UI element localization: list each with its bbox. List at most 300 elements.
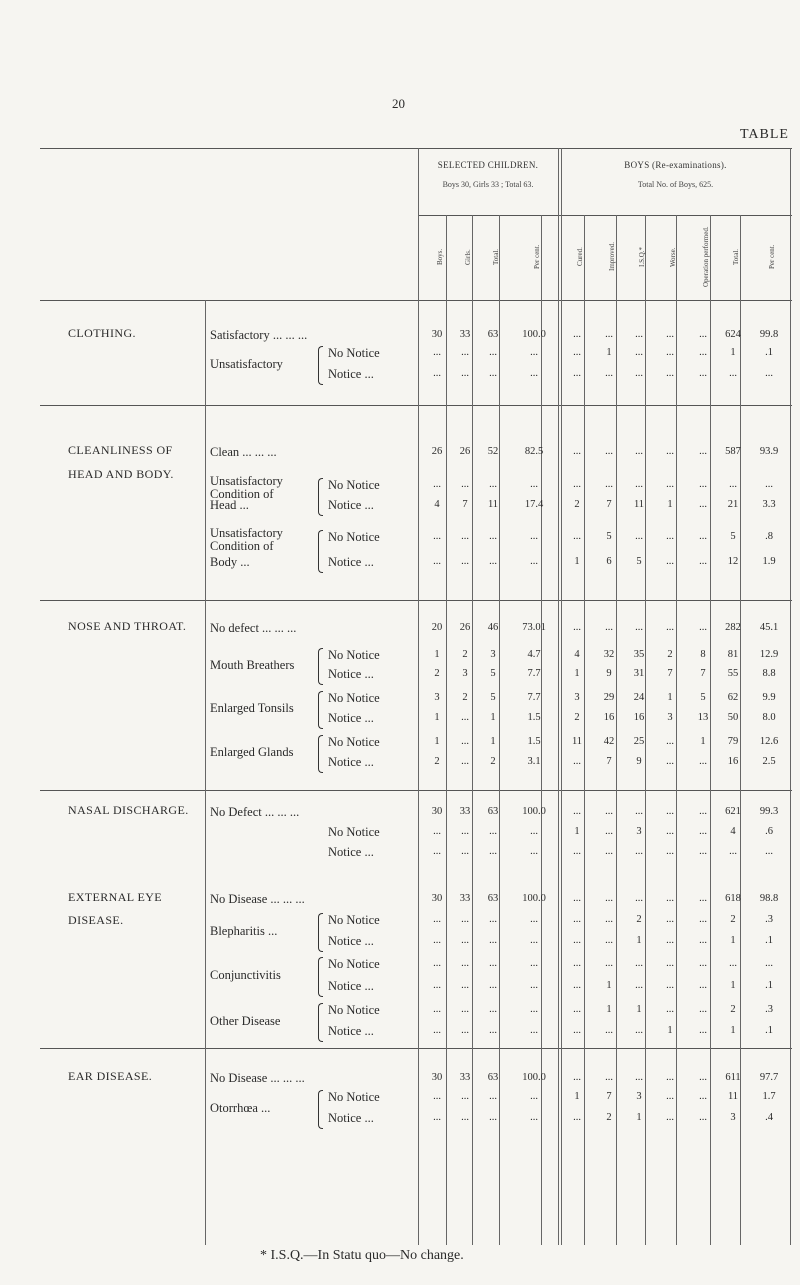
- table-cell: ...: [765, 958, 773, 969]
- table-cell: ...: [605, 622, 613, 633]
- rule-line: [40, 600, 792, 601]
- table-cell: ...: [461, 531, 469, 542]
- row-label: No Notice: [328, 478, 380, 492]
- table-cell: ...: [573, 347, 581, 358]
- table-cell: ...: [530, 958, 538, 969]
- column-header: Total.: [732, 248, 740, 266]
- table-cell: ...: [635, 958, 643, 969]
- table-cell: ...: [573, 368, 581, 379]
- table-cell: 5: [730, 531, 736, 542]
- table-cell: ...: [729, 479, 737, 490]
- row-label: No Notice: [328, 1003, 380, 1017]
- table-cell: ...: [635, 893, 643, 904]
- group-label: Blepharitis ...: [210, 923, 278, 938]
- table-cell: ...: [530, 1091, 538, 1102]
- table-cell: 1.7: [762, 1091, 776, 1102]
- selected-header-subtitle: Boys 30, Girls 33 ; Total 63.: [442, 180, 534, 189]
- table-cell: 1: [490, 736, 496, 747]
- table-cell: 63: [487, 806, 499, 817]
- table-cell: 7.7: [527, 668, 541, 679]
- boys-header-title: BOYS (Re-examinations).: [624, 160, 727, 170]
- table-cell: 3: [434, 692, 440, 703]
- table-cell: ...: [573, 1072, 581, 1083]
- section-title: NOSE AND THROAT.: [68, 619, 187, 633]
- table-cell: ...: [573, 846, 581, 857]
- table-cell: ...: [699, 1091, 707, 1102]
- table-cell: 5: [606, 531, 612, 542]
- table-cell: 33: [459, 893, 471, 904]
- table-cell: 9.9: [762, 692, 776, 703]
- table-cell: 52: [487, 446, 499, 457]
- footnote: * I.S.Q.—In Statu quo—No change.: [260, 1248, 464, 1263]
- table-cell: ...: [530, 368, 538, 379]
- table-cell: ...: [461, 368, 469, 379]
- table-cell: ...: [461, 958, 469, 969]
- table-cell: 81: [727, 649, 739, 660]
- table-cell: 63: [487, 893, 499, 904]
- table-cell: ...: [605, 914, 613, 925]
- table-cell: ...: [666, 531, 674, 542]
- table-cell: ...: [635, 531, 643, 542]
- table-cell: ...: [433, 479, 441, 490]
- row-label: No Notice: [328, 825, 380, 839]
- table-cell: 2: [434, 668, 440, 679]
- table-cell: 9: [606, 668, 612, 679]
- table-cell: ...: [666, 347, 674, 358]
- table-cell: ...: [605, 826, 613, 837]
- table-cell: 12.9: [759, 649, 779, 660]
- rule-line: [40, 790, 792, 791]
- group-label: Condition of: [210, 539, 274, 553]
- table-cell: ...: [489, 935, 497, 946]
- table-cell: 1.9: [762, 556, 776, 567]
- table-cell: 3: [574, 692, 580, 703]
- table-cell: 11: [487, 499, 499, 510]
- table-cell: 1: [434, 649, 440, 660]
- table-cell: ...: [605, 446, 613, 457]
- table-cell: ...: [666, 368, 674, 379]
- table-cell: 4: [730, 826, 736, 837]
- rule-line: [418, 215, 792, 216]
- table-cell: 3.1: [527, 756, 541, 767]
- section-title: EAR DISEASE.: [68, 1069, 153, 1083]
- table-cell: ...: [699, 893, 707, 904]
- table-cell: .4: [765, 1112, 773, 1123]
- brace-glyph: [318, 1090, 323, 1129]
- row-label: No Notice: [328, 735, 380, 749]
- row-label: No Notice: [328, 346, 380, 360]
- table-cell: ...: [765, 479, 773, 490]
- table-cell: ...: [699, 846, 707, 857]
- table-cell: ...: [729, 958, 737, 969]
- table-cell: 1: [730, 935, 736, 946]
- table-cell: 1: [574, 668, 580, 679]
- table-cell: ...: [635, 806, 643, 817]
- rule-line: [790, 148, 791, 1245]
- table-cell: ...: [666, 1091, 674, 1102]
- table-cell: 3: [730, 1112, 736, 1123]
- table-cell: ...: [605, 1025, 613, 1036]
- brace-glyph: [318, 735, 323, 773]
- table-cell: ...: [635, 446, 643, 457]
- table-cell: ...: [635, 846, 643, 857]
- table-cell: 98.8: [759, 893, 779, 904]
- table-cell: 1: [667, 692, 673, 703]
- column-header: Boys.: [436, 248, 444, 266]
- table-cell: 7: [606, 756, 612, 767]
- row-label: No Notice: [328, 648, 380, 662]
- table-cell: ...: [666, 1004, 674, 1015]
- brace-glyph: [318, 530, 323, 573]
- column-header: Total.: [492, 248, 500, 266]
- table-cell: 2: [667, 649, 673, 660]
- section-title: CLEANLINESS OF: [68, 443, 173, 457]
- table-cell: 11: [727, 1091, 739, 1102]
- table-cell: 3: [636, 826, 642, 837]
- table-cell: ...: [605, 368, 613, 379]
- table-cell: ...: [635, 479, 643, 490]
- table-cell: 4: [434, 499, 440, 510]
- table-cell: 24: [633, 692, 645, 703]
- table-cell: 1: [700, 736, 706, 747]
- table-cell: ...: [573, 329, 581, 340]
- table-cell: ...: [530, 556, 538, 567]
- table-cell: ...: [433, 1025, 441, 1036]
- section-title: EXTERNAL EYE: [68, 890, 163, 904]
- table-cell: ...: [729, 368, 737, 379]
- table-cell: ...: [666, 556, 674, 567]
- row-label: Notice ...: [328, 711, 374, 725]
- table-cell: ...: [530, 1004, 538, 1015]
- table-cell: ...: [666, 893, 674, 904]
- table-cell: 73.01: [522, 622, 546, 633]
- row-label: Clean ... ... ...: [210, 445, 277, 459]
- table-cell: ...: [699, 958, 707, 969]
- group-label: Unsatisfactory: [210, 474, 283, 488]
- table-cell: ...: [699, 1004, 707, 1015]
- table-cell: ...: [573, 1112, 581, 1123]
- row-label: Notice ...: [328, 979, 374, 993]
- table-cell: ...: [461, 712, 469, 723]
- row-label: Notice ...: [328, 1024, 374, 1038]
- table-cell: 2: [434, 756, 440, 767]
- table-cell: 5: [700, 692, 706, 703]
- rule-line: [40, 1048, 792, 1049]
- table-cell: ...: [489, 958, 497, 969]
- table-cell: ...: [530, 826, 538, 837]
- table-cell: ...: [530, 479, 538, 490]
- section-title: CLOTHING.: [68, 326, 136, 340]
- table-cell: ...: [605, 935, 613, 946]
- section-title: NASAL DISCHARGE.: [68, 803, 189, 817]
- table-cell: ...: [573, 958, 581, 969]
- table-cell: 33: [459, 329, 471, 340]
- column-header: Improved.: [608, 242, 616, 272]
- table-cell: ...: [461, 826, 469, 837]
- table-cell: .3: [765, 1004, 773, 1015]
- table-cell: .6: [765, 826, 773, 837]
- table-cell: ...: [461, 756, 469, 767]
- table-cell: .1: [765, 1025, 773, 1036]
- table-cell: 3.3: [762, 499, 776, 510]
- table-cell: ...: [530, 531, 538, 542]
- table-cell: ...: [699, 329, 707, 340]
- table-cell: 2: [730, 1004, 736, 1015]
- table-cell: 45.1: [759, 622, 779, 633]
- table-cell: 1: [434, 736, 440, 747]
- table-cell: 100.0: [522, 329, 546, 340]
- table-cell: 82.5: [524, 446, 544, 457]
- table-cell: 100.0: [522, 806, 546, 817]
- table-cell: ...: [605, 1072, 613, 1083]
- table-cell: ...: [461, 1004, 469, 1015]
- table-cell: ...: [433, 1091, 441, 1102]
- table-cell: ...: [433, 958, 441, 969]
- row-label: No Disease ... ... ...: [210, 1071, 305, 1085]
- table-cell: 33: [459, 806, 471, 817]
- table-cell: 100.0: [522, 893, 546, 904]
- table-cell: ...: [433, 846, 441, 857]
- table-cell: ...: [699, 1072, 707, 1083]
- group-label: Body ...: [210, 555, 250, 569]
- row-label: No Notice: [328, 691, 380, 705]
- table-cell: ...: [666, 329, 674, 340]
- table-cell: 8: [700, 649, 706, 660]
- table-cell: ...: [433, 935, 441, 946]
- table-cell: ...: [530, 347, 538, 358]
- table-cell: ...: [573, 756, 581, 767]
- table-cell: 30: [431, 329, 443, 340]
- table-cell: 2: [462, 649, 468, 660]
- table-cell: .1: [765, 347, 773, 358]
- table-cell: ...: [573, 1025, 581, 1036]
- table-cell: ...: [461, 914, 469, 925]
- table-cell: ...: [461, 1091, 469, 1102]
- row-label: Notice ...: [328, 667, 374, 681]
- table-cell: 2: [606, 1112, 612, 1123]
- table-cell: ...: [573, 622, 581, 633]
- table-cell: ...: [433, 1112, 441, 1123]
- table-cell: ...: [573, 893, 581, 904]
- table-cell: 12: [727, 556, 739, 567]
- group-label: Other Disease: [210, 1013, 281, 1028]
- table-cell: ...: [765, 368, 773, 379]
- table-cell: 1: [606, 1004, 612, 1015]
- table-cell: ...: [699, 446, 707, 457]
- column-header: Per cent.: [533, 244, 541, 270]
- table-cell: ...: [635, 1072, 643, 1083]
- table-cell: ...: [573, 914, 581, 925]
- table-cell: ...: [573, 806, 581, 817]
- table-cell: ...: [461, 479, 469, 490]
- table-cell: 63: [487, 1072, 499, 1083]
- table-title: TABLE: [740, 127, 789, 142]
- table-cell: ...: [605, 958, 613, 969]
- table-cell: ...: [489, 980, 497, 991]
- table-cell: ...: [605, 479, 613, 490]
- table-cell: 1: [636, 1004, 642, 1015]
- table-cell: ...: [635, 329, 643, 340]
- brace-glyph: [318, 957, 323, 997]
- table-cell: ...: [461, 935, 469, 946]
- table-cell: 2: [730, 914, 736, 925]
- table-cell: 1: [636, 1112, 642, 1123]
- table-cell: 1: [574, 1091, 580, 1102]
- table-cell: 55: [727, 668, 739, 679]
- table-cell: 7.7: [527, 692, 541, 703]
- row-label: Notice ...: [328, 1111, 374, 1125]
- table-cell: 33: [459, 1072, 471, 1083]
- table-cell: ...: [699, 756, 707, 767]
- table-cell: ...: [461, 1112, 469, 1123]
- row-label: No Notice: [328, 913, 380, 927]
- table-cell: ...: [699, 1025, 707, 1036]
- column-header: Cured.: [576, 247, 584, 267]
- table-cell: ...: [666, 1112, 674, 1123]
- table-cell: 1: [730, 347, 736, 358]
- group-label: Condition of: [210, 487, 274, 501]
- table-cell: ...: [666, 846, 674, 857]
- table-cell: ...: [573, 1004, 581, 1015]
- table-cell: .1: [765, 980, 773, 991]
- table-cell: 1: [434, 712, 440, 723]
- table-cell: ...: [573, 446, 581, 457]
- row-label: Satisfactory ... ... ...: [210, 328, 308, 342]
- table-cell: ...: [489, 1025, 497, 1036]
- table-cell: ...: [489, 846, 497, 857]
- table-cell: 1: [490, 712, 496, 723]
- table-cell: 1: [667, 1025, 673, 1036]
- table-cell: 1: [636, 935, 642, 946]
- table-cell: ...: [635, 368, 643, 379]
- table-cell: 2: [462, 692, 468, 703]
- table-cell: 1: [730, 1025, 736, 1036]
- table-cell: ...: [530, 935, 538, 946]
- table-cell: 100.0: [522, 1072, 546, 1083]
- table-cell: 20: [431, 622, 443, 633]
- table-cell: 5: [636, 556, 642, 567]
- table-cell: ...: [433, 531, 441, 542]
- table-cell: ...: [461, 347, 469, 358]
- table-cell: 99.8: [759, 329, 779, 340]
- group-label: Conjunctivitis: [210, 968, 281, 982]
- table-cell: ...: [489, 479, 497, 490]
- brace-glyph: [318, 478, 323, 516]
- table-cell: 2: [574, 499, 580, 510]
- table-cell: ...: [530, 1112, 538, 1123]
- table-cell: ...: [461, 980, 469, 991]
- table-cell: ...: [666, 736, 674, 747]
- table-cell: ...: [699, 622, 707, 633]
- brace-glyph: [318, 691, 323, 729]
- table-cell: ...: [666, 756, 674, 767]
- column-header: Operation performed.: [702, 226, 710, 288]
- group-label: Head ...: [210, 498, 249, 512]
- table-cell: ...: [699, 368, 707, 379]
- table-cell: 35: [633, 649, 645, 660]
- row-label: Notice ...: [328, 934, 374, 948]
- table-cell: 93.9: [759, 446, 779, 457]
- table-cell: ...: [433, 556, 441, 567]
- table-cell: 5: [490, 668, 496, 679]
- table-cell: 3: [490, 649, 496, 660]
- table-cell: 7: [462, 499, 468, 510]
- table-cell: ...: [666, 980, 674, 991]
- table-cell: 611: [725, 1072, 741, 1083]
- table-cell: ...: [699, 1112, 707, 1123]
- table-cell: ...: [605, 806, 613, 817]
- table-cell: 1: [606, 347, 612, 358]
- table-cell: ...: [433, 1004, 441, 1015]
- table-cell: 21: [727, 499, 739, 510]
- row-label: No defect ... ... ...: [210, 621, 297, 635]
- table-cell: ...: [530, 1025, 538, 1036]
- table-cell: ...: [433, 347, 441, 358]
- table-cell: 32: [603, 649, 615, 660]
- table-cell: 11: [633, 499, 645, 510]
- table-cell: ...: [699, 556, 707, 567]
- table-cell: 97.7: [759, 1072, 779, 1083]
- table-cell: 9: [636, 756, 642, 767]
- group-label: Otorrhœa ...: [210, 1100, 271, 1115]
- row-label: Notice ...: [328, 755, 374, 769]
- table-cell: 2: [636, 914, 642, 925]
- table-cell: 13: [697, 712, 709, 723]
- table-cell: ...: [699, 935, 707, 946]
- table-cell: 1.5: [527, 736, 541, 747]
- table-cell: 29: [603, 692, 615, 703]
- table-cell: 282: [725, 622, 741, 633]
- table-cell: ...: [666, 622, 674, 633]
- table-cell: ...: [666, 446, 674, 457]
- table-cell: ...: [530, 980, 538, 991]
- brace-glyph: [318, 913, 323, 952]
- table-cell: ...: [489, 368, 497, 379]
- table-cell: ...: [461, 736, 469, 747]
- row-label: Notice ...: [328, 555, 374, 569]
- table-cell: 624: [725, 329, 741, 340]
- table-cell: 30: [431, 806, 443, 817]
- table-cell: 16: [603, 712, 615, 723]
- table-cell: .8: [765, 531, 773, 542]
- selected-header-title: SELECTED CHILDREN.: [437, 160, 539, 170]
- table-cell: ...: [635, 622, 643, 633]
- table-cell: ...: [461, 1025, 469, 1036]
- table-cell: ...: [635, 347, 643, 358]
- rule-line: [558, 148, 559, 1245]
- table-cell: 31: [633, 668, 645, 679]
- table-cell: 1: [574, 826, 580, 837]
- table-cell: 2.5: [762, 756, 776, 767]
- table-cell: 99.3: [759, 806, 779, 817]
- page-number: 20: [392, 96, 405, 111]
- table-cell: 30: [431, 893, 443, 904]
- table-cell: ...: [461, 556, 469, 567]
- table-cell: ...: [699, 499, 707, 510]
- table-cell: ...: [666, 806, 674, 817]
- column-header: Per cent.: [768, 244, 776, 270]
- table-cell: ...: [573, 479, 581, 490]
- table-cell: ...: [489, 1004, 497, 1015]
- table-cell: 621: [725, 806, 741, 817]
- table-cell: 2: [574, 712, 580, 723]
- table-cell: 4: [574, 649, 580, 660]
- table-cell: 42: [603, 736, 615, 747]
- table-cell: 8.8: [762, 668, 776, 679]
- table-cell: ...: [666, 958, 674, 969]
- group-label: Unsatisfactory: [210, 356, 283, 371]
- boys-header-subtitle: Total No. of Boys, 625.: [637, 180, 714, 189]
